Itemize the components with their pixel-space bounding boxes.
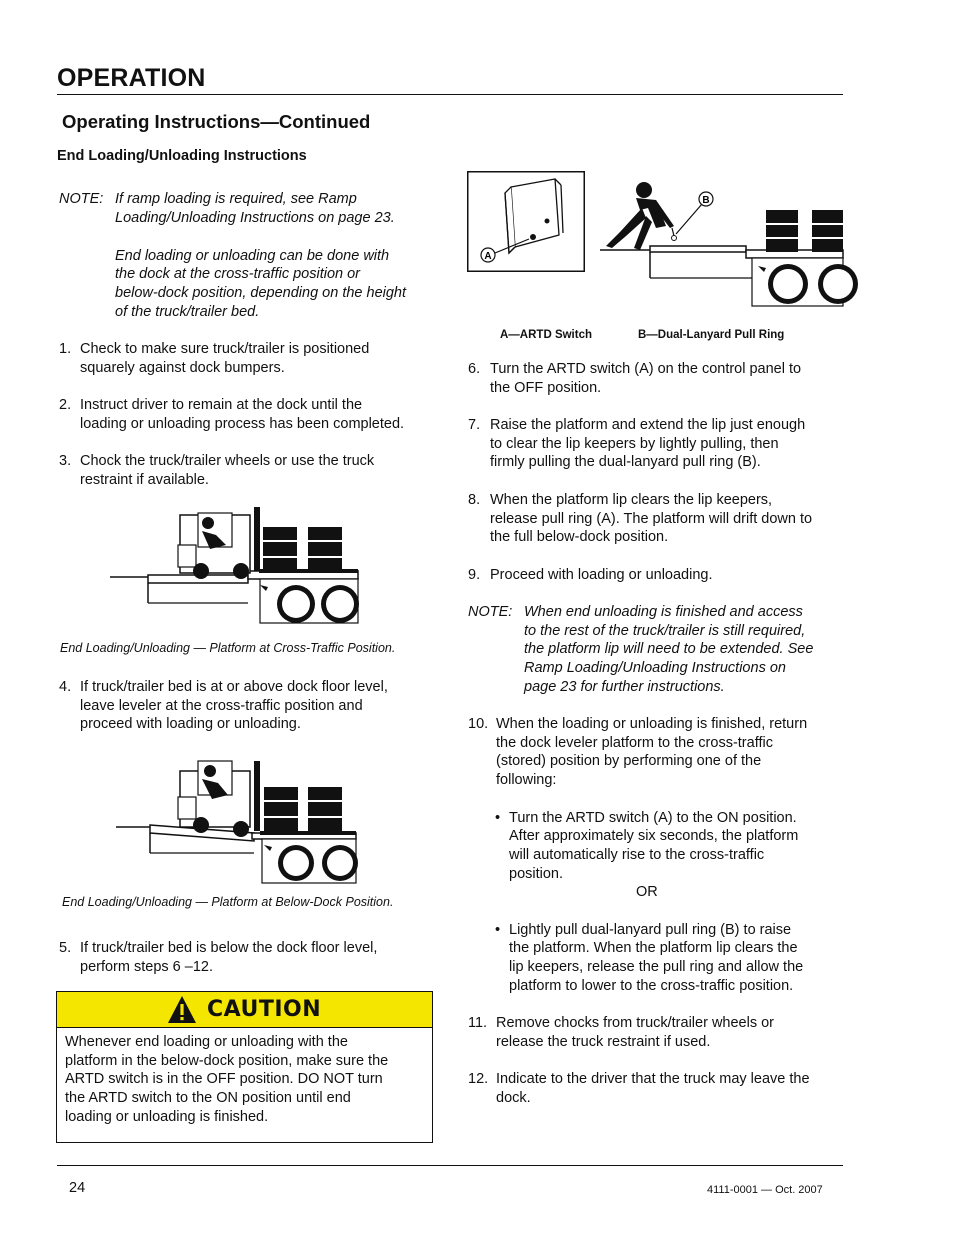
caution-header: [57, 992, 432, 1028]
note-line: of the truck/trailer bed.: [115, 304, 260, 320]
note-line: Loading/Unloading Instructions on page 23.: [115, 210, 395, 226]
bullet-icon: •: [495, 922, 501, 938]
figure-below-dock: [114, 757, 360, 885]
figure-artd-switch: [467, 171, 585, 272]
page-subtitle: Operating Instructions—Continued: [62, 111, 371, 132]
page-number: 24: [69, 1180, 86, 1196]
note-label: NOTE:: [59, 191, 104, 207]
note-line: If ramp loading is required, see Ramp: [115, 191, 357, 207]
or-separator: OR: [636, 884, 658, 900]
figure-caption: End Loading/Unloading — Platform at Cross-Traffic Position.: [60, 641, 396, 655]
caution-box: [56, 991, 433, 1143]
caution-body: Whenever end loading or unloading with the platform in the below-dock position, make sure the ARTD switch is in the OFF position. DO NOT turn the ARTD switch to the ON position until end loading or unloading is finished.: [65, 1034, 389, 1125]
instructions-heading: End Loading/Unloading Instructions: [57, 148, 307, 164]
callout-a: A: [484, 251, 492, 262]
note-line: below-dock position, depending on the height: [115, 285, 407, 301]
figure-cross-traffic: [108, 505, 360, 627]
note-line: End loading or unloading can be done with: [115, 248, 390, 264]
document-number: 4111-0001 — Oct. 2007: [707, 1184, 823, 1196]
note-line: the dock at the cross-traffic position or: [115, 266, 360, 282]
callout-b: B: [702, 195, 710, 206]
figure-pull-ring: [598, 178, 843, 310]
legend-b: B—Dual-Lanyard Pull Ring: [638, 329, 785, 341]
bullet-icon: •: [495, 810, 501, 826]
warning-triangle-icon: [167, 995, 197, 1024]
header-rule: [57, 94, 843, 95]
section-title: OPERATION: [57, 64, 206, 92]
note-label: NOTE:: [468, 604, 513, 620]
figure-caption: End Loading/Unloading — Platform at Below-Dock Position.: [62, 895, 394, 909]
legend-a: A—ARTD Switch: [500, 329, 592, 341]
footer-rule: [57, 1165, 843, 1166]
caution-title: CAUTION: [207, 997, 322, 1022]
